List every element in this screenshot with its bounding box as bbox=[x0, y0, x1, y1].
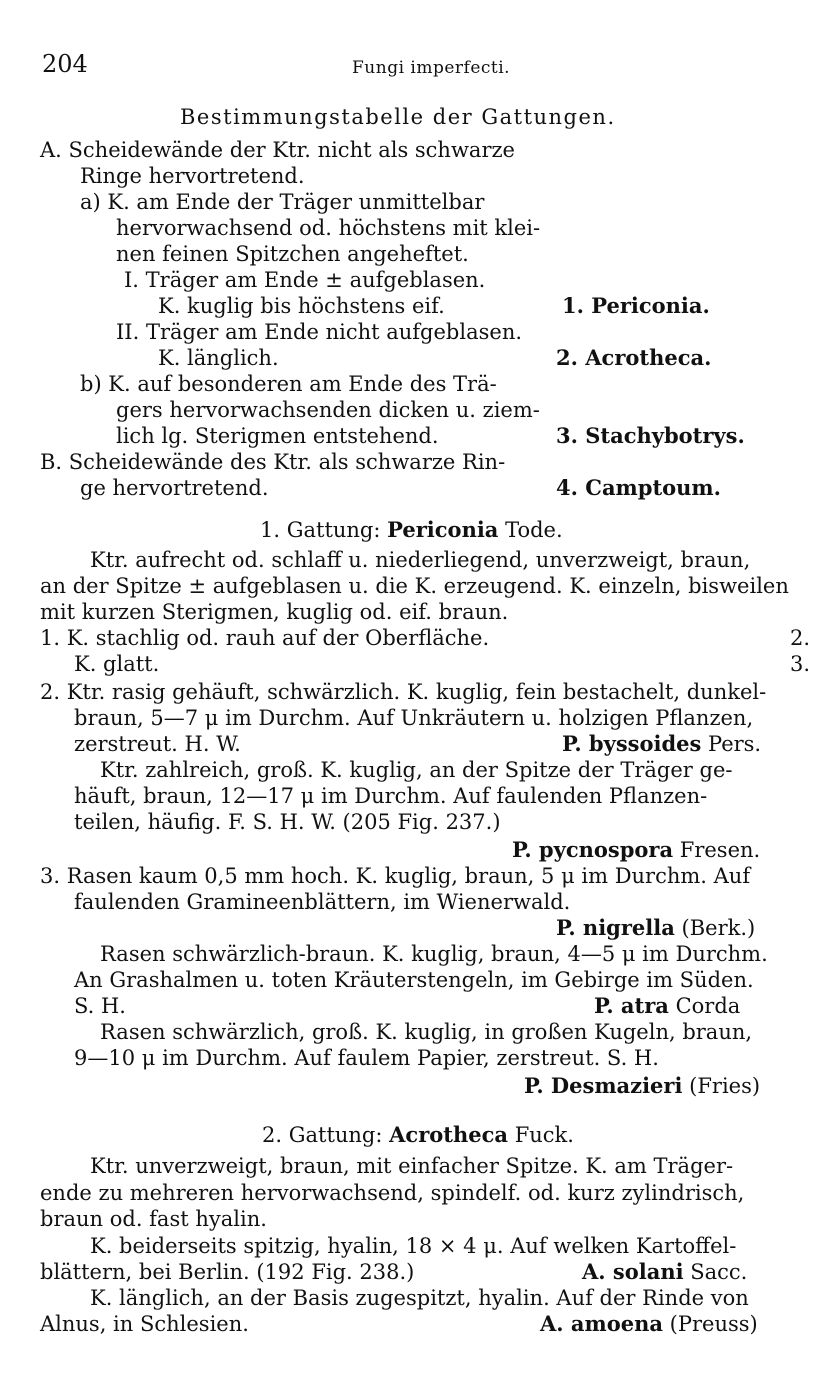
key-result: 3. Stachybotrys. bbox=[556, 423, 745, 448]
species-text: braun, 5—7 μ im Durchm. Auf Unkräutern u. holzigen Pflanzen, bbox=[74, 706, 754, 730]
key-line: Ringe hervortretend. bbox=[80, 164, 305, 188]
species-name: P. byssoides Pers. bbox=[562, 731, 762, 756]
species-text: Ktr. zahlreich, groß. K. kuglig, an der Spitze der Träger ge- bbox=[100, 758, 733, 782]
key-line: A. Scheidewände der Ktr. nicht als schwarze bbox=[40, 138, 515, 162]
genus-heading: 2. Gattung: Acrotheca Fuck. bbox=[262, 1122, 574, 1147]
key-line: K. länglich. bbox=[158, 346, 279, 370]
species-name: P. Desmazieri (Fries) bbox=[524, 1073, 761, 1098]
species-text: zerstreut. H. W. bbox=[74, 732, 241, 756]
key-ref: 3. bbox=[790, 652, 811, 676]
desc-line: ende zu mehreren hervorwachsend, spindelf. od. kurz zylindrisch, bbox=[40, 1181, 745, 1205]
key-ref: 2. bbox=[790, 626, 811, 650]
key-line: nen feinen Spitzchen angeheftet. bbox=[116, 242, 469, 266]
key-line: hervorwachsend od. höchstens mit klei- bbox=[116, 216, 541, 240]
species-name: P. nigrella (Berk.) bbox=[556, 915, 756, 940]
desc-line: mit kurzen Sterigmen, kuglig od. eif. braun. bbox=[40, 600, 509, 624]
key-line: II. Träger am Ende nicht aufgeblasen. bbox=[116, 320, 523, 344]
key-line: a) K. am Ende der Träger unmittelbar bbox=[80, 190, 485, 214]
desc-line: an der Spitze ± aufgeblasen u. die K. erzeugend. K. einzeln, bisweilen bbox=[40, 574, 789, 598]
species-text: S. H. bbox=[74, 994, 126, 1018]
key-line: K. glatt. bbox=[74, 652, 160, 676]
species-name: P. pycnospora Fresen. bbox=[512, 837, 761, 862]
running-title: Fungi imperfecti. bbox=[352, 58, 511, 78]
desc-line: Ktr. aufrecht od. schlaff u. niederliegend, unverzweigt, braun, bbox=[90, 548, 751, 572]
species-name: P. atra Corda bbox=[594, 993, 741, 1018]
species-text: 3. Rasen kaum 0,5 mm hoch. K. kuglig, braun, 5 μ im Durchm. Auf bbox=[40, 864, 751, 888]
page-number: 204 bbox=[42, 50, 88, 78]
key-line: I. Träger am Ende ± aufgeblasen. bbox=[124, 268, 486, 292]
species-name: A. solani Sacc. bbox=[582, 1259, 748, 1284]
species-text: Rasen schwärzlich-braun. K. kuglig, braun, 4—5 μ im Durchm. bbox=[100, 942, 768, 966]
key-result: 4. Camptoum. bbox=[556, 475, 721, 500]
key-line: ge hervortretend. bbox=[80, 476, 269, 500]
key-line: b) K. auf besonderen am Ende des Trä- bbox=[80, 372, 497, 396]
species-text: teilen, häufig. F. S. H. W. (205 Fig. 237.) bbox=[74, 810, 501, 834]
key-result: 2. Acrotheca. bbox=[556, 345, 712, 370]
key-line: B. Scheidewände des Ktr. als schwarze Rin- bbox=[40, 450, 506, 474]
species-name: A. amoena (Preuss) bbox=[540, 1311, 758, 1336]
key-table-title: Bestimmungstabelle der Gattungen. bbox=[180, 105, 616, 129]
species-text: 9—10 μ im Durchm. Auf faulem Papier, zerstreut. S. H. bbox=[74, 1046, 659, 1070]
species-text: 2. Ktr. rasig gehäuft, schwärzlich. K. kuglig, fein bestachelt, dunkel- bbox=[40, 680, 767, 704]
species-text: Rasen schwärzlich, groß. K. kuglig, in großen Kugeln, braun, bbox=[100, 1020, 753, 1044]
key-line: K. kuglig bis höchstens eif. bbox=[158, 294, 445, 318]
key-line: 1. K. stachlig od. rauh auf der Oberfläche. bbox=[40, 626, 490, 650]
species-text: K. beiderseits spitzig, hyalin, 18 × 4 μ. Auf welken Kartoffel- bbox=[90, 1234, 737, 1258]
species-text: faulenden Gramineenblättern, im Wienerwald. bbox=[74, 890, 571, 914]
desc-line: Ktr. unverzweigt, braun, mit einfacher Spitze. K. am Träger- bbox=[90, 1154, 734, 1178]
species-text: blättern, bei Berlin. (192 Fig. 238.) bbox=[40, 1260, 415, 1284]
species-text: K. länglich, an der Basis zugespitzt, hyalin. Auf der Rinde von bbox=[90, 1286, 749, 1310]
species-text: Alnus, in Schlesien. bbox=[40, 1312, 249, 1336]
species-text: An Grashalmen u. toten Kräuterstengeln, im Gebirge im Süden. bbox=[74, 968, 754, 992]
genus-heading: 1. Gattung: Periconia Tode. bbox=[260, 517, 563, 542]
species-text: häuft, braun, 12—17 μ im Durchm. Auf faulenden Pflanzen- bbox=[74, 784, 708, 808]
key-line: gers hervorwachsenden dicken u. ziem- bbox=[116, 398, 540, 422]
key-line: lich lg. Sterigmen entstehend. bbox=[116, 424, 439, 448]
key-result: 1. Periconia. bbox=[562, 293, 710, 318]
desc-line: braun od. fast hyalin. bbox=[40, 1207, 267, 1231]
